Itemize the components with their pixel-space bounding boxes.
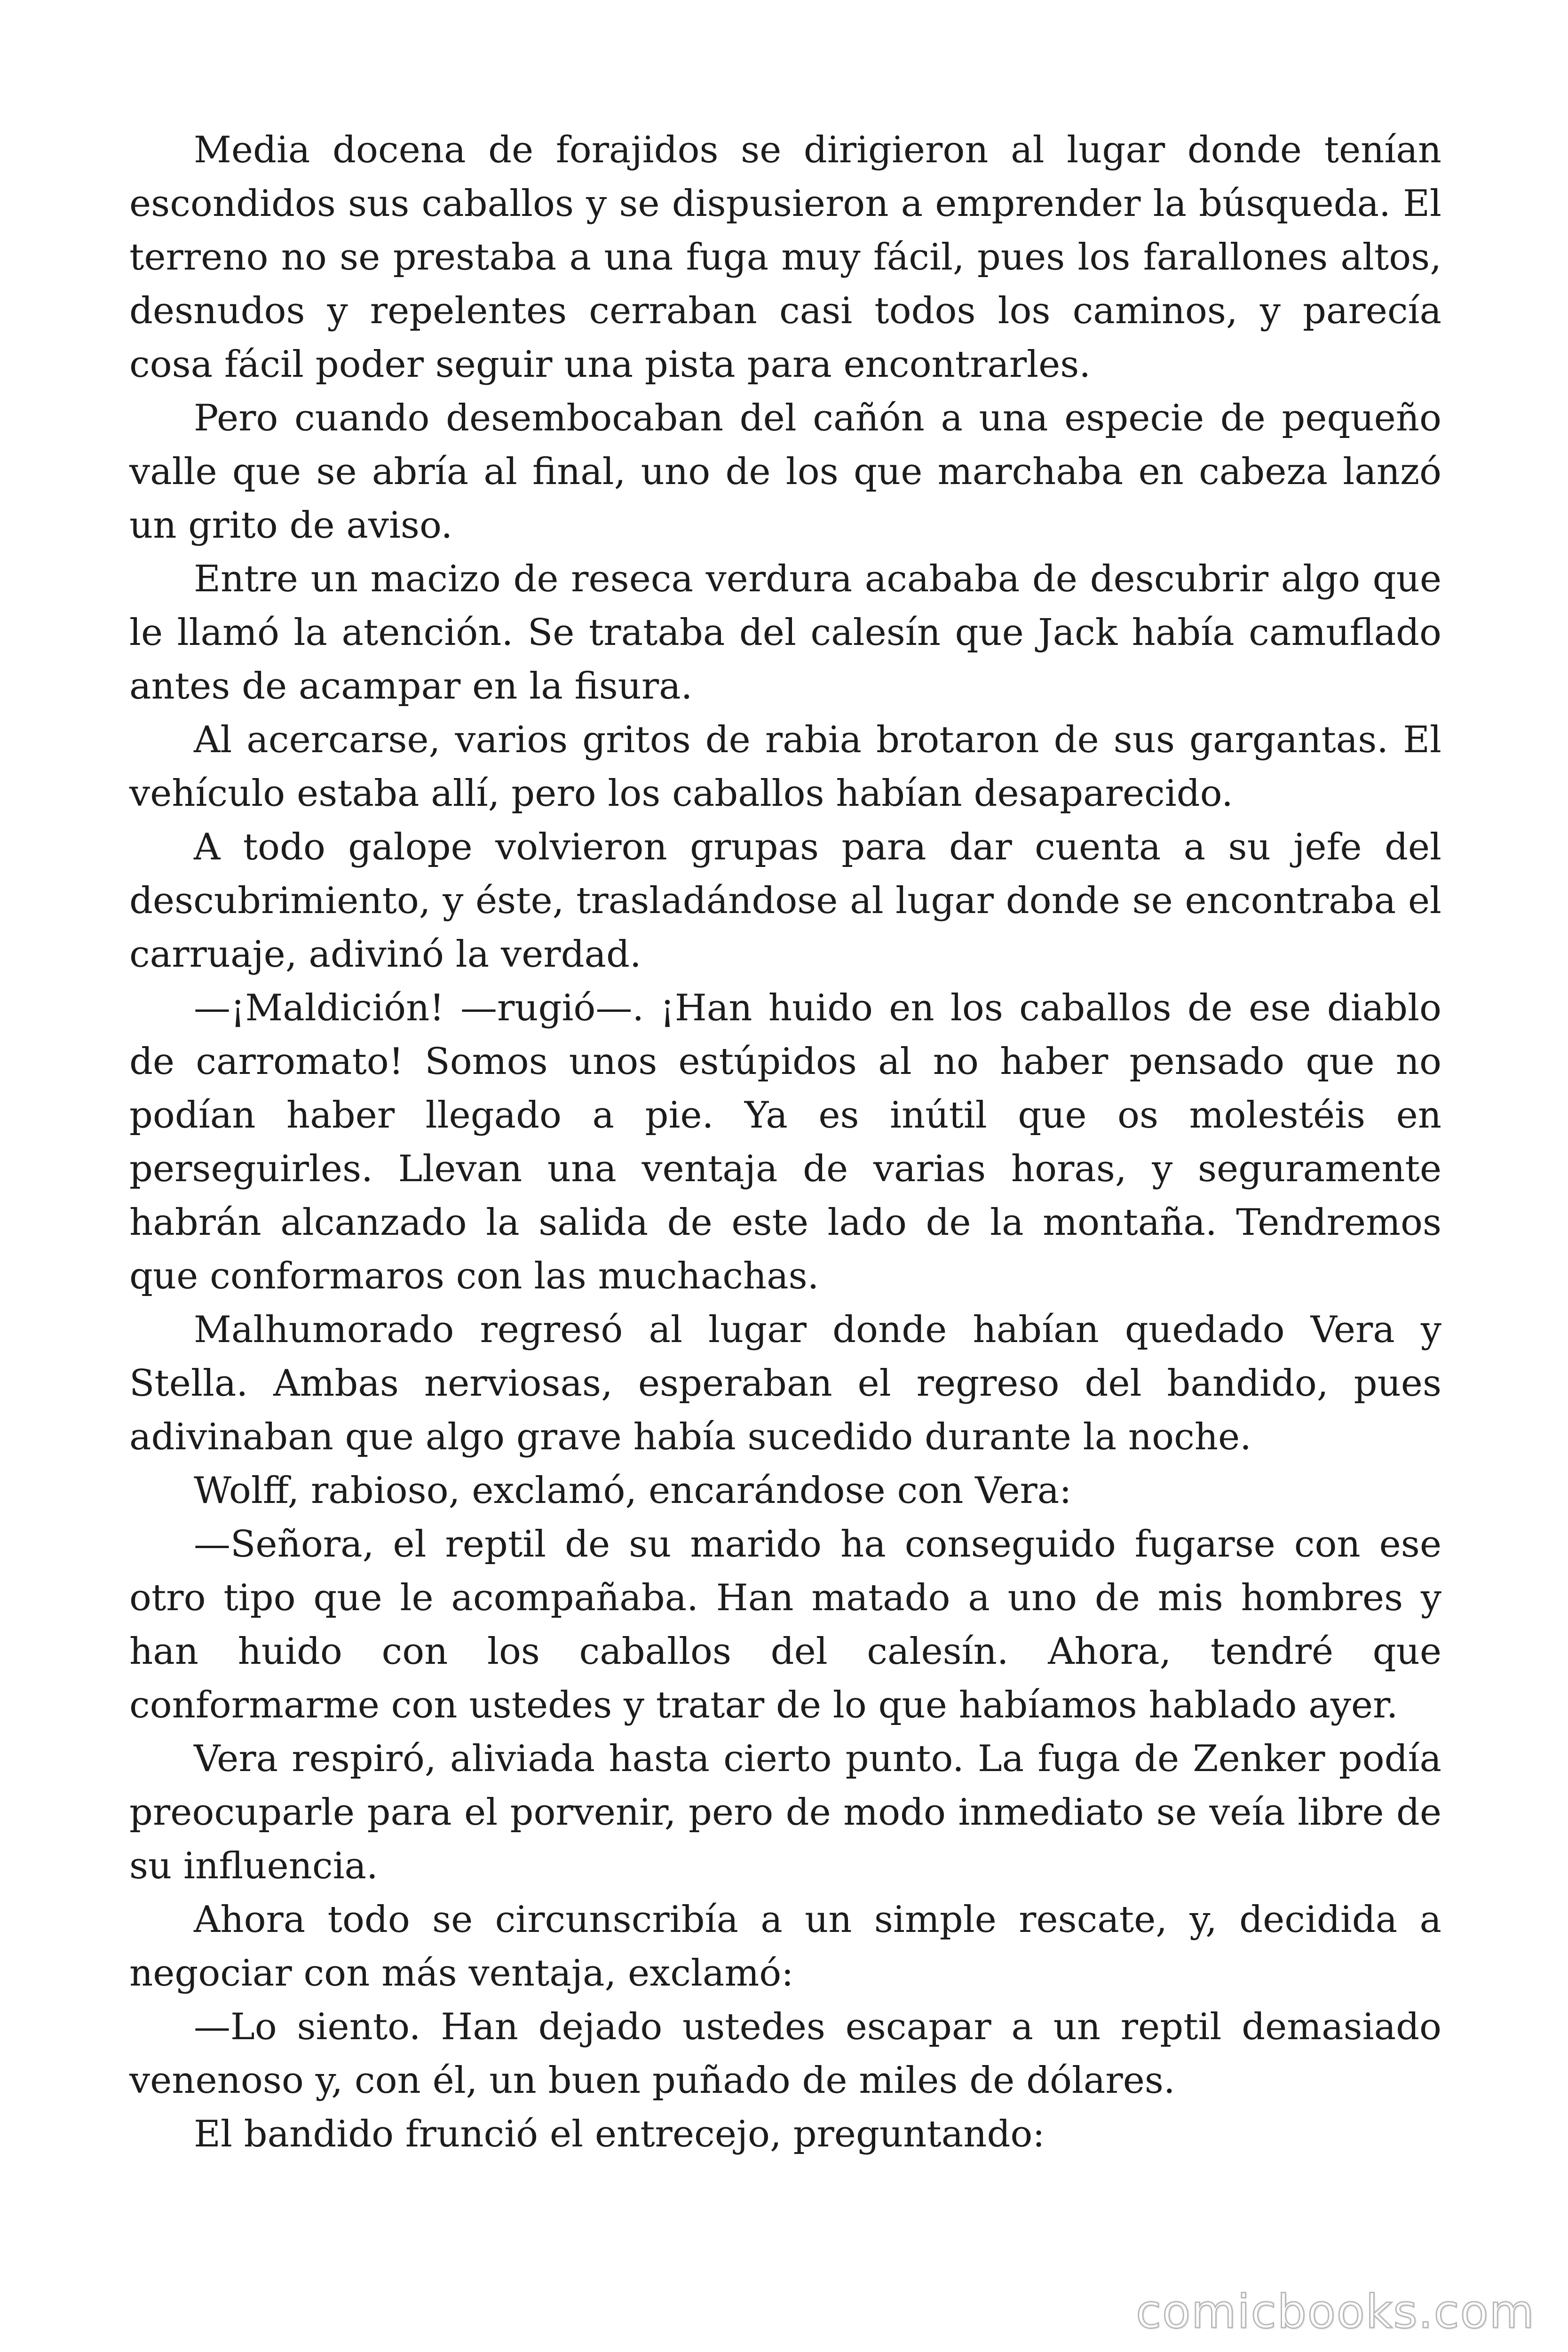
paragraph: El bandido frunció el entrecejo, preguntando: xyxy=(194,2113,1045,2155)
paragraph: Wolff, rabioso, exclamó, encarándose con Vera: xyxy=(194,1470,1072,1512)
body-text xyxy=(129,123,1441,2161)
paragraph: Vera respiró, aliviada hasta cierto punto. La fuga de Zenker podía preocuparle para el porvenir, pero de modo inmediato se veía libre de su influencia. xyxy=(129,1738,1441,1887)
watermark: comicbooks.com xyxy=(1136,2285,1535,2339)
paragraph: Malhumorado regresó al lugar donde habían quedado Vera y Stella. Ambas nerviosas, esperaban el regreso del bandido, pues adivinaban que algo grave había sucedido durante la noche. xyxy=(129,1309,1441,1458)
paragraph: Al acercarse, varios gritos de rabia brotaron de sus gargantas. El vehículo estaba allí, pero los caballos habían desaparecido. xyxy=(129,719,1441,815)
paragraph: Entre un macizo de reseca verdura acababa de descubrir algo que le llamó la atención. Se trataba del calesín que Jack había camuflado antes de acampar en la fisura. xyxy=(129,558,1441,707)
paragraph: —Señora, el reptil de su marido ha conseguido fugarse con ese otro tipo que le acompañaba. Han matado a uno de mis hombres y han huido con los caballos del calesín. Ahora, tendré que conformarme con ustedes y tratar de lo que habíamos hablado ayer. xyxy=(129,1523,1441,1726)
paragraph: Media docena de forajidos se dirigieron al lugar donde tenían escondidos sus caballos y se dispusieron a emprender la búsqueda. El terreno no se prestaba a una fuga muy fácil, pues los farallones altos, desnudos y repelentes cerraban casi todos los caminos, y parecía cosa fácil poder seguir una pista para encontrarles. xyxy=(129,129,1441,386)
paragraph: A todo galope volvieron grupas para dar cuenta a su jefe del descubrimiento, y éste, trasladándose al lugar donde se encontraba el carruaje, adivinó la verdad. xyxy=(129,826,1441,976)
paragraph: —¡Maldición! —rugió—. ¡Han huido en los caballos de ese diablo de carromato! Somos unos estúpidos al no haber pensado que no podían haber llegado a pie. Ya es inútil que os molestéis en perseguirles. Llevan una ventaja de varias horas, y seguramente habrán alcanzado la salida de este lado de la montaña. Tendremos que conformaros con las muchachas. xyxy=(129,987,1441,1297)
paragraph: Ahora todo se circunscribía a un simple rescate, y, decidida a negociar con más ventaja, exclamó: xyxy=(129,1899,1441,1994)
paragraph: Pero cuando desembocaban del cañón a una especie de pequeño valle que se abría al final, uno de los que marchaba en cabeza lanzó un grito de aviso. xyxy=(129,397,1441,547)
paragraph: —Lo siento. Han dejado ustedes escapar a un reptil demasiado venenoso y, con él, un buen puñado de miles de dólares. xyxy=(129,2006,1441,2102)
